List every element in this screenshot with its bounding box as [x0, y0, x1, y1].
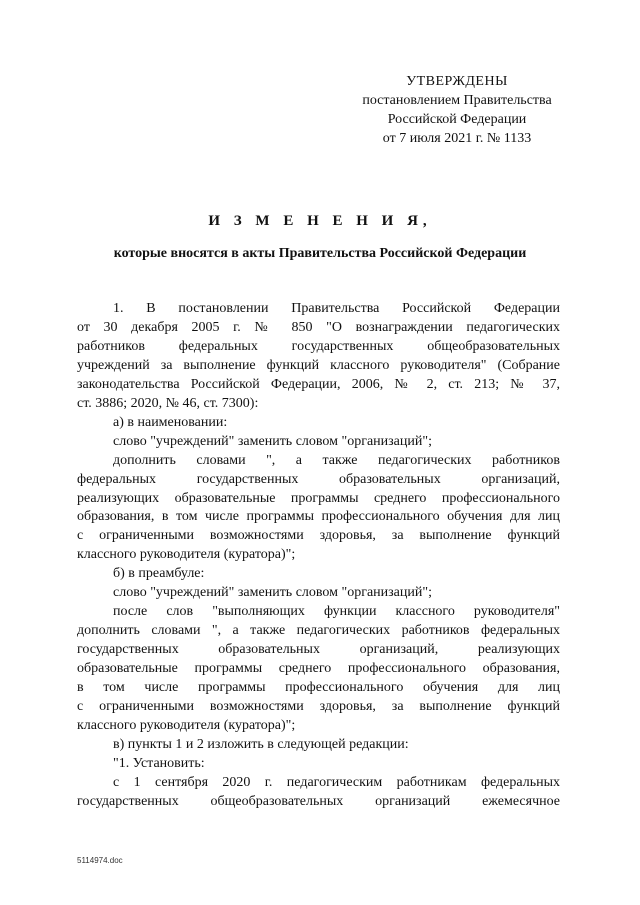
paragraph-line: классного руководителя (куратора)"; [77, 547, 296, 563]
paragraph-line: дополнить словами ", а также педагогических работников [113, 452, 560, 468]
approval-line-3: от 7 июля 2021 г. № 1133 [382, 131, 532, 146]
paragraph-line: законодательства Российской Федерации, 2006, № 2, ст. 213; № 37, [77, 376, 560, 392]
approval-line-2: Российской Федерации [387, 112, 527, 127]
paragraph-line: с ограниченными возможностями здоровья, за выполнение функций [77, 528, 560, 544]
paragraph-line: б) в преамбуле: [113, 566, 205, 582]
paragraph-line: а) в наименовании: [113, 414, 228, 430]
paragraph-line: слово "учреждений" заменить словом "организаций"; [113, 585, 432, 601]
document-body [77, 300, 560, 812]
paragraph-line: образования, в том числе программы профессионального обучения для лиц [77, 509, 560, 525]
paragraph-line: "1. Установить: [113, 755, 205, 771]
paragraph-line: с 1 сентября 2020 г. педагогическим работникам федеральных [113, 774, 560, 790]
paragraph-line: 1. В постановлении Правительства Российской Федерации [113, 301, 560, 316]
approval-line-1: постановлением Правительства [362, 93, 552, 108]
paragraph-line: реализующих образовательные программы среднего профессионального [77, 490, 560, 506]
paragraph-line: учреждений за выполнение функций классного руководителя" (Собрание [77, 357, 560, 373]
paragraph-line: образовательные программы среднего профессионального образования, [77, 661, 560, 677]
document-subtitle: которые вносятся в акты Правительства Российской Федерации [113, 246, 527, 261]
paragraph-line: слово "учреждений" заменить словом "организаций"; [113, 433, 432, 449]
paragraph-line: в том числе программы профессионального обучения для лиц [77, 680, 560, 696]
approval-heading: УТВЕРЖДЕНЫ [406, 74, 508, 89]
paragraph-line: в) пункты 1 и 2 изложить в следующей редакции: [113, 736, 409, 752]
paragraph-line: дополнить словами ", а также педагогических работников федеральных [77, 623, 560, 639]
paragraph-line: от 30 декабря 2005 г. № 850 "О вознаграждении педагогических [77, 319, 560, 335]
file-name-footer: 5114974.doc [77, 856, 123, 865]
paragraph-line: федеральных государственных образовательных организаций, [77, 471, 560, 487]
paragraph-line: классного руководителя (куратора)"; [77, 717, 296, 733]
paragraph-line: ст. 3886; 2020, № 46, ст. 7300): [77, 395, 259, 411]
paragraph-line: государственных образовательных организаций, реализующих [77, 642, 560, 658]
approval-block [352, 72, 562, 148]
paragraph-line: работников федеральных государственных общеобразовательных [77, 338, 560, 354]
paragraph-line: после слов "выполняющих функции классного руководителя" [113, 604, 560, 620]
document-title: И З М Е Н Е Н И Я, [208, 213, 432, 229]
paragraph-line: государственных общеобразовательных организаций ежемесячное [77, 793, 560, 809]
paragraph-line: с ограниченными возможностями здоровья, за выполнение функций [77, 699, 560, 715]
